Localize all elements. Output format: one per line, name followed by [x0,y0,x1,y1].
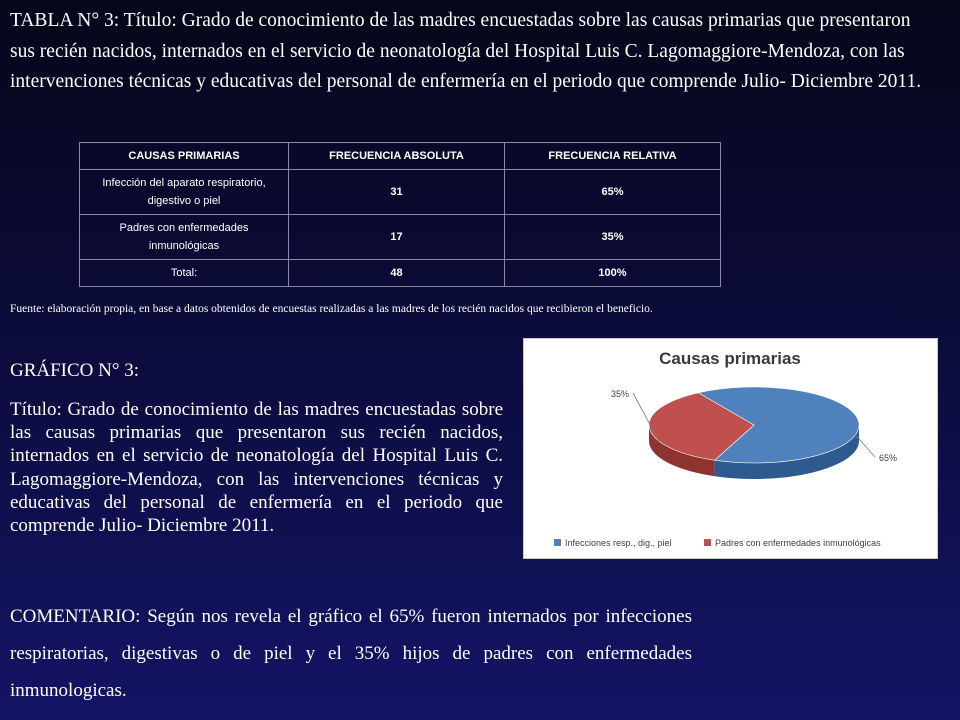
chart-title: Causas primarias [659,349,801,368]
pie-chart [523,338,938,559]
data-label: 35% [610,389,629,399]
comment-text: COMENTARIO: Según nos revela el gráfico el 65% fueron internados por infecciones respiratorias, digestivas o de piel y el 35% hijos de padres con enfermedades inmunologicas. [10,606,692,701]
legend-label: Padres con enfermedades inmunológicas [715,538,881,548]
table-caption: TABLA N° 3: Título: Grado de conocimiento de las madres encuestadas sobre las causas primarias que presentaron sus recién nacidos, internados en el servicio de neonatología del Hospital Luis C. Lagomaggiore-Mendoza, con las intervenciones técnicas y educativas del personal de enfermería en el periodo que comprende Julio- Diciembre 2011. [10,10,922,92]
col-header-frec-rel: FRECUENCIA RELATIVA [505,143,721,170]
cell-abs: 48 [289,260,505,287]
source-note: Fuente: elaboración propia, en base a datos obtenidos de encuestas realizadas a las madres de los recién nacidos que recibieron el beneficio. [10,303,653,315]
data-label: 65% [879,453,898,463]
col-header-causas: CAUSAS PRIMARIAS [80,143,289,170]
table-row [80,170,721,215]
leader-line [855,435,875,457]
cell-abs: 17 [289,215,505,260]
table-header-row [80,143,721,170]
col-header-frec-abs: FRECUENCIA ABSOLUTA [289,143,505,170]
legend-swatch [704,539,711,546]
cell-abs: 31 [289,170,505,215]
table-row-total [80,260,721,287]
legend-swatch [554,539,561,546]
legend-label: Infecciones resp., dig., piel [565,538,672,548]
chart-label: GRÁFICO N° 3: [10,360,140,381]
chart-description: Título: Grado de conocimiento de las madres encuestadas sobre las causas primarias que presentaron sus recién nacidos, internados en el servicio de neonatología del Hospital Luis C. Lagomaggiore-Mendoza, con las intervenciones técnicas y educativas del personal de enfermería en el periodo que comprende Julio- Diciembre 2011. [10,399,503,537]
pie-chart-svg [524,339,937,558]
cell-cause: Infección del aparato respiratorio, digestivo o piel [80,170,289,215]
cell-cause: Padres con enfermedades inmunológicas [80,215,289,260]
cell-rel: 100% [505,260,721,287]
cell-cause: Total: [80,260,289,287]
cell-rel: 35% [505,215,721,260]
cell-rel: 65% [505,170,721,215]
table-row [80,215,721,260]
data-table [79,142,721,287]
